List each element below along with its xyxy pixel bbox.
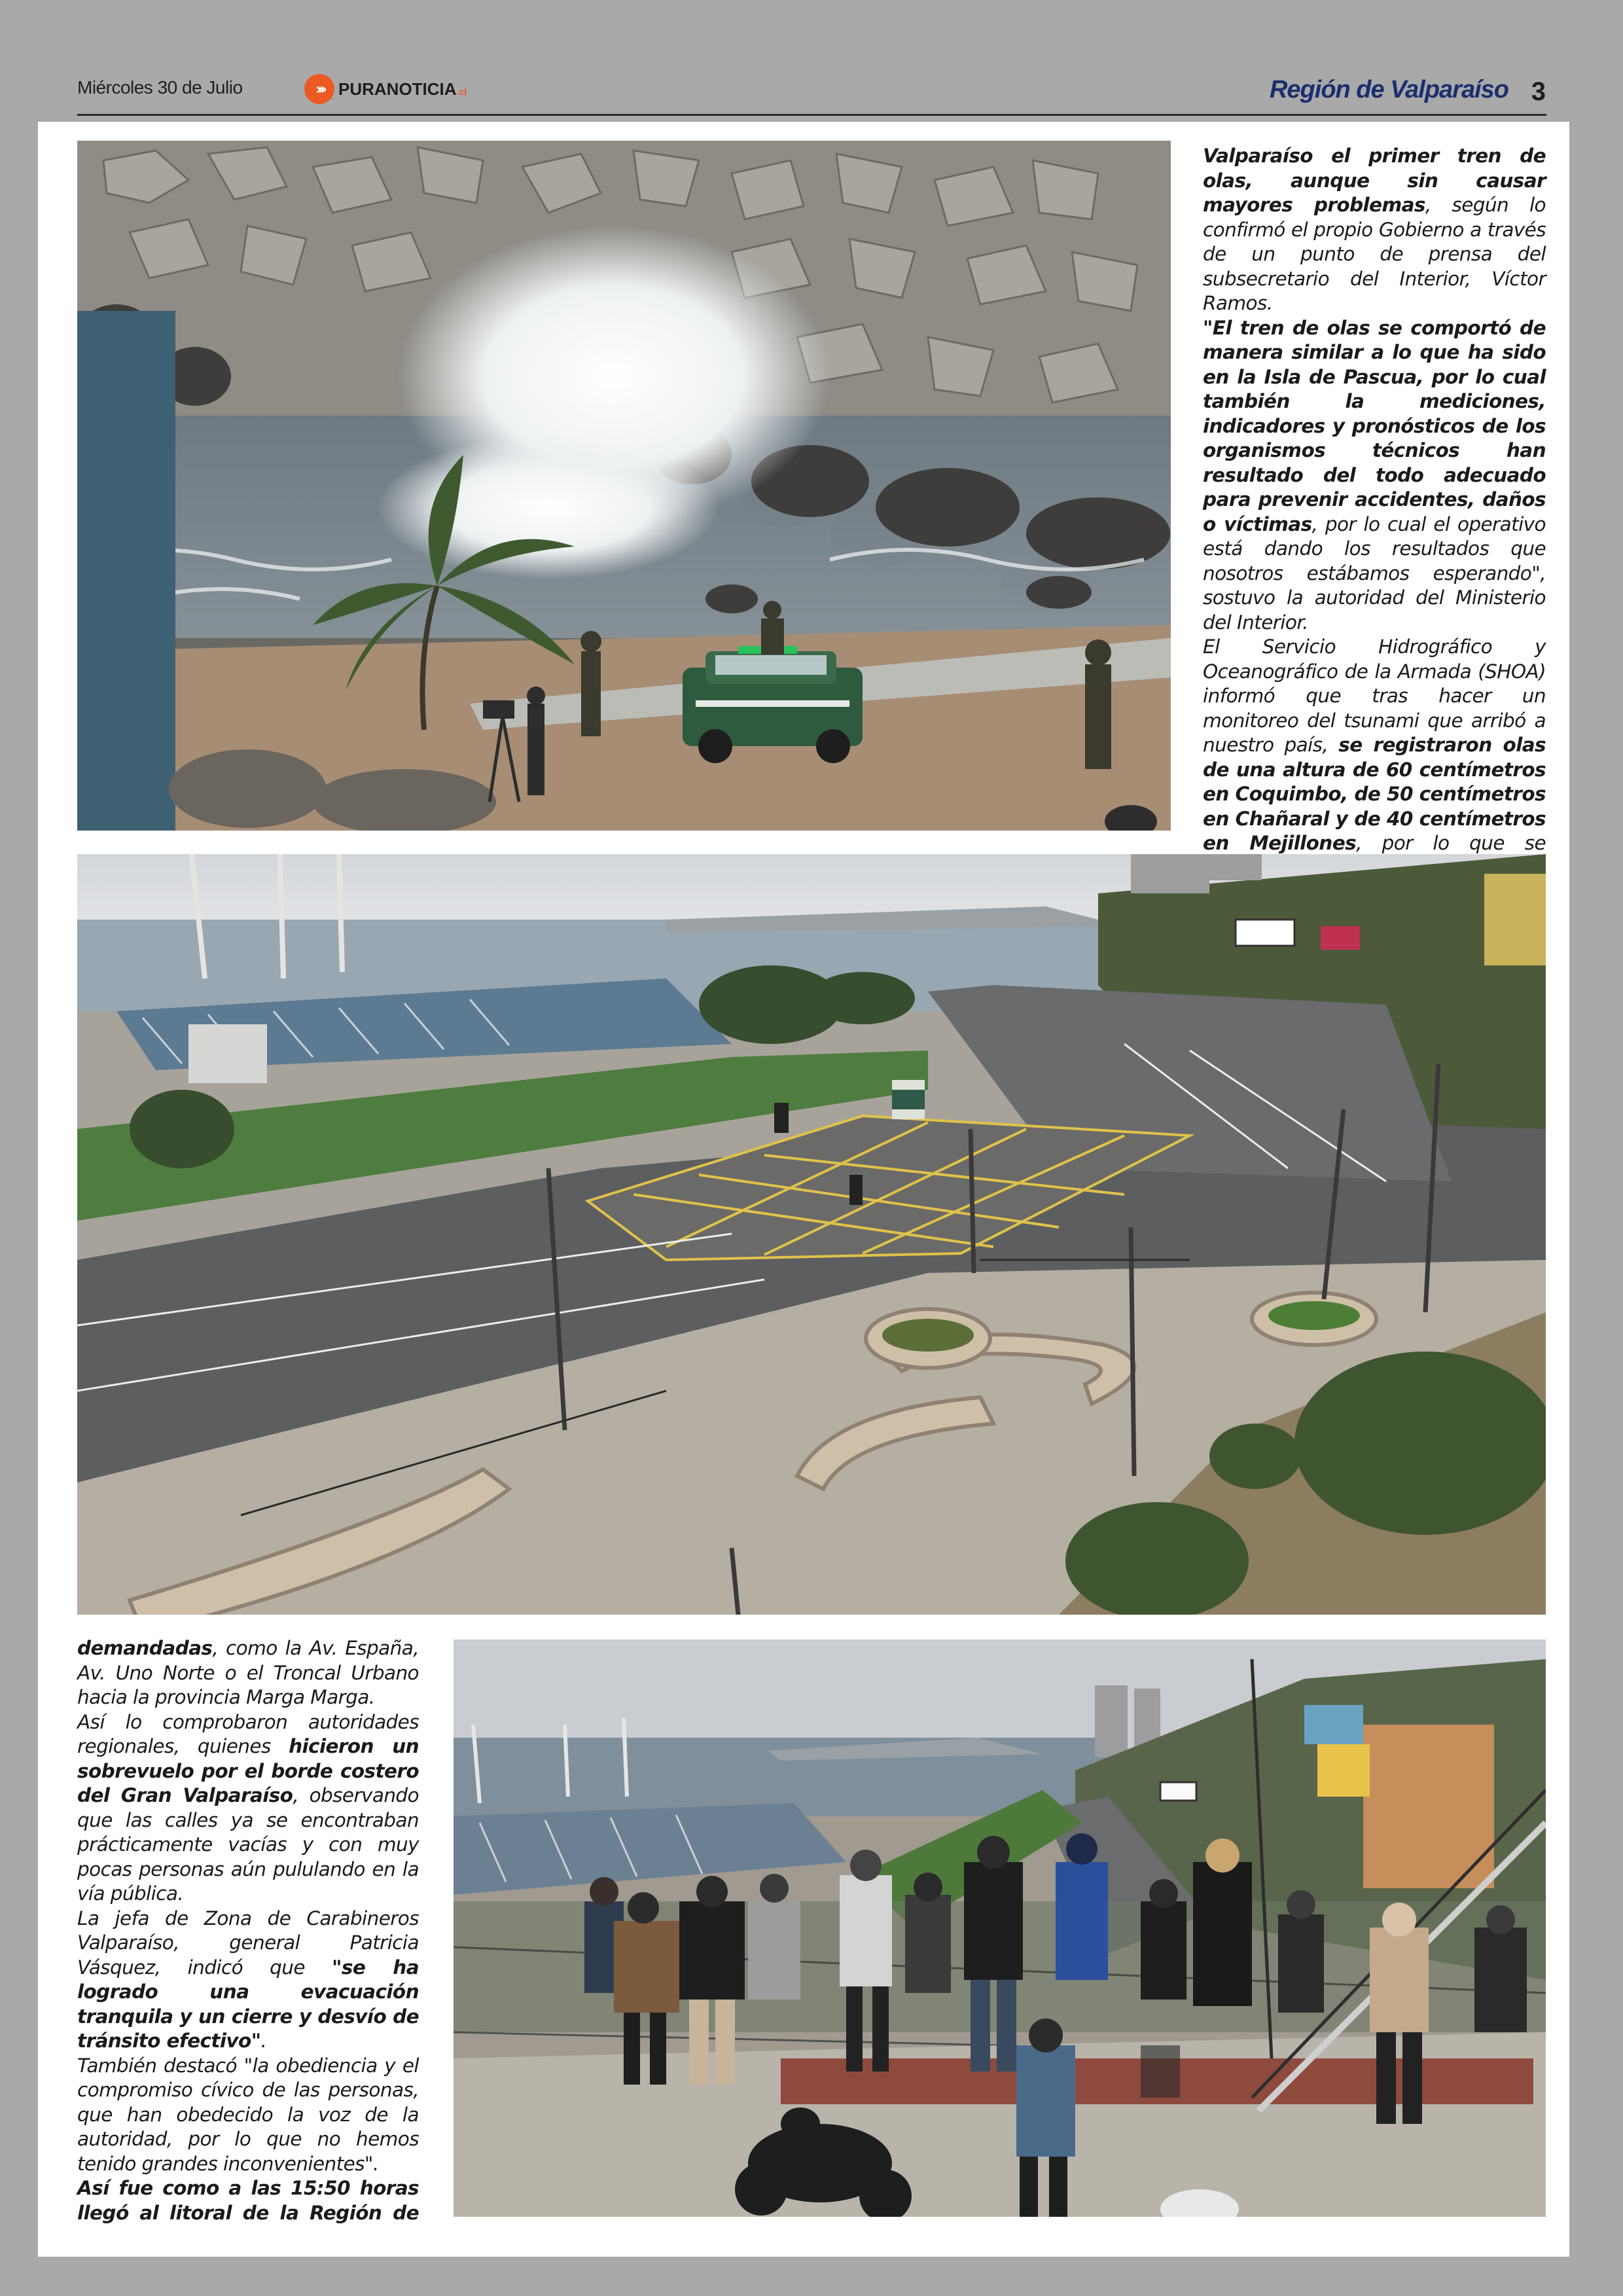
text: También destacó "la obediencia y el compromiso cívico de las personas, que han obedecido la voz de la autoridad, por lo que no hemos tenido grandes inconvenientes".: [77, 2054, 419, 2175]
people-watching-sea-photo: [454, 1640, 1546, 2217]
text: Así lo comprobaron autoridades regionales, quienes: [77, 1710, 419, 1757]
waves-breakwater-photo: [77, 141, 1171, 831]
text: , por lo que se: [1356, 832, 1546, 854]
text: , observando que las calles ya se encontraban prácticamente vacías y con muy pocas personas aún pululando en la vía pública.: [77, 1784, 419, 1905]
quote-bold: "El tren de olas se comportó de manera similar a lo que ha sido en la Isla de Pascua, por lo cual también la mediciones, indicadores y pronósticos de los organismos técnicos han resultado del todo adecuado para prevenir accidentes, daños o víctimas: [1203, 316, 1546, 535]
text: , según lo confirmó el propio Gobierno a través de un punto de prensa del subsecretario del Interior, Víctor Ramos.: [1203, 194, 1546, 314]
issue-date: Miércoles 30 de Julio: [77, 77, 243, 98]
text: La jefa de Zona de Carabineros Valparaíso, general Patricia Vásquez, indicó que: [77, 1907, 419, 1979]
quote-bold: "se ha logrado una evacuación tranquila y un cierre y desvío de tránsito efectivo": [77, 1956, 419, 2052]
text-bold: hicieron un sobrevuelo por el borde costero del Gran Valparaíso: [77, 1735, 419, 1806]
article-column-left: [77, 1636, 419, 2250]
text-bold: Valparaíso el primer tren de olas, aunque sin causar mayores problemas: [1203, 145, 1546, 216]
logo-text: PURANOTICIA: [338, 79, 457, 99]
article-column-right: [1203, 144, 1546, 929]
text-bold: Así fue como a las 15:50 horas llegó al litoral de la Región de: [77, 2177, 419, 2224]
text: , como la Av. España, Av. Uno Norte o el Troncal Urbano hacia la provincia Marga Marga.: [77, 1637, 419, 1708]
logo-suffix: .cl: [456, 86, 467, 97]
play-chevrons-icon: ›››: [304, 74, 334, 104]
text: El Servicio Hidrográfico y Oceanográfico de la Armada (SHOA) informó que tras hacer un monitoreo del tsunami que arribó a nuestro país,: [1203, 636, 1546, 756]
page-number: 3: [1531, 77, 1546, 106]
header-rule: [77, 114, 1546, 116]
text: , por lo cual el operativo está dando los resultados que nosotros estábamos esperando", sostuvo la autoridad del Ministerio del Interior.: [1203, 512, 1546, 634]
page-header: [0, 0, 1623, 122]
puranoticia-logo: [304, 73, 467, 105]
empty-intersection-photo: [77, 854, 1546, 1615]
section-title: Región de Valparaíso: [1269, 76, 1508, 103]
text-bold: se registraron olas de una altura de 60 centímetros en Coquimbo, de 50 centímetros en Chañaral y de 40 centímetros en Mejillones: [1203, 734, 1546, 854]
text: .: [260, 2030, 267, 2052]
text-bold: demandadas: [77, 1637, 213, 1659]
